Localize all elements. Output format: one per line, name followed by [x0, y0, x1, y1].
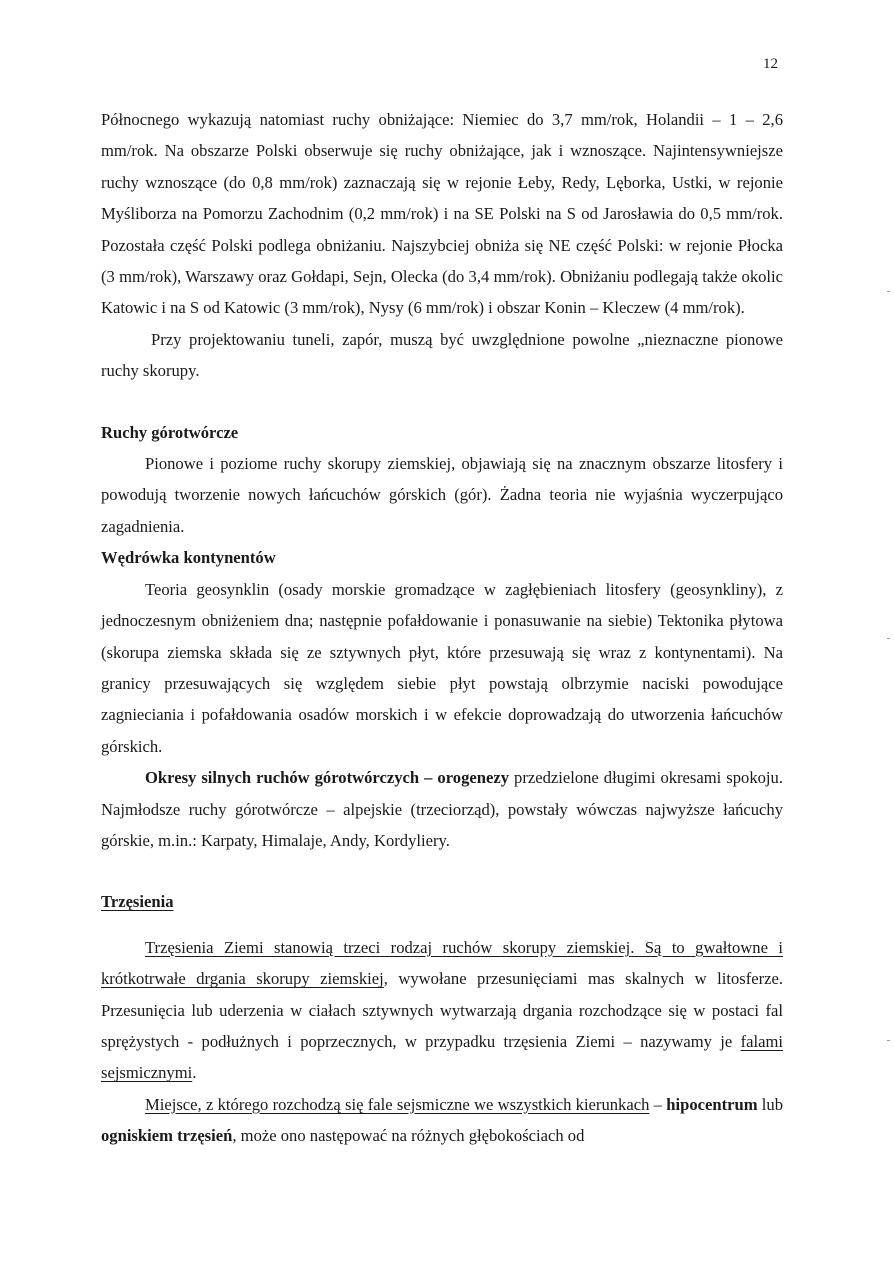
- scan-mark: [887, 1040, 890, 1041]
- paragraph-tunnel-design: Przy projektowaniu tuneli, zapór, muszą być uwzględnione powolne „nieznaczne pionowe ruchy skorupy.: [101, 329, 783, 381]
- heading-orogenic-movements: Ruchy górotwórcze: [101, 422, 239, 442]
- hypocentre-term: hipocentrum: [666, 1094, 758, 1114]
- paragraph-geosyncline-theory: Teoria geosynklin (osady morskie gromadzące w zagłębieniach litosfery (geosynkliny), z jednoczesnym obniżeniem dna; następnie pofałdowanie i ponasuwanie na siebie) Tektonika płytowa (skorupa ziemska składa się ze sztywnych płyt, które przesuwają się wraz z kontynentami). Na granicy przesuwających się względem siebie płyt powstają olbrzymie naciski powodujące zagnieciania i pofałdowania osadów morskich i w efekcie doprowadzają do utworzenia łańcuchów górskich.: [101, 579, 783, 756]
- hypocentre-description: , może ono następować na różnych głębokościach od: [232, 1126, 585, 1146]
- sentence-end: .: [192, 1063, 197, 1083]
- heading-earthquakes: Trzęsienia: [101, 892, 174, 912]
- heading-continental-drift: Wędrówka kontynentów: [101, 548, 276, 568]
- scan-mark: [887, 291, 890, 292]
- earthquake-definition-rest: , wywołane przesunięciami mas skalnych w litosferze. Przesunięcia lub uderzenia w ciałach sztywnych wytwarzają drgania rozchodzące się w postaci fal sprężystych - podłużnych i poprzecznych, w przypadku trzęsienia Ziemi – nazywamy je: [101, 969, 783, 1051]
- orogeny-term: Okresy silnych ruchów górotwórczych – orogenezy: [145, 768, 509, 788]
- paragraph-orogeny-periods: [101, 762, 783, 856]
- dash-separator: –: [649, 1094, 667, 1114]
- paragraph-orogenic-movements: Pionowe i poziome ruchy skorupy ziemskiej, objawiają się na znacznym obszarze litosfery i powodują tworzenie nowych łańcuchów górskich (gór). Żadna teoria nie wyjaśnia wyczerpująco zagadnienia.: [101, 454, 783, 536]
- page-number: 12: [763, 56, 778, 72]
- scan-mark: [887, 638, 890, 639]
- focus-term: ogniskiem trzęsień: [101, 1126, 233, 1146]
- seismic-waves-term: falami sejsmicznymi: [101, 1031, 783, 1083]
- orogeny-description: przedzielone długimi okresami spokoju. Najmłodsze ruchy górotwórcze – alpejskie (trzeciorząd), powstały wówczas najwyższe łańcuchy górskie, m.in.: Karpaty, Himalaje, Andy, Kordyliery.: [101, 768, 783, 850]
- paragraph-lowering-movements: Północnego wykazują natomiast ruchy obniżające: Niemiec do 3,7 mm/rok, Holandii – 1 – 2,6 mm/rok. Na obszarze Polski obserwuje się ruchy obniżające, jak i wznoszące. Najintensywniejsze ruchy wznoszące (do 0,8 mm/rok) zaznaczają się w rejonie Łeby, Redy, Lęborka, Ustki, w rejonie Myśliborza na Pomorzu Zachodnim (0,2 mm/rok) i na SE Polski na S od Jarosławia do 0,5 mm/rok. Pozostała część Polski podlega obniżaniu. Najszybciej obniża się NE część Polski: w rejonie Płocka (3 mm/rok), Warszawy oraz Gołdapi, Sejn, Olecka (do 3,4 mm/rok). Obniżaniu podlegają także okolic Katowic i na S od Katowic (3 mm/rok), Nysy (6 mm/rok) i obszar Konin – Kleczew (4 mm/rok).: [101, 110, 783, 318]
- paragraph-hypocentre: [101, 1089, 783, 1152]
- paragraph-earthquakes-definition: [101, 932, 783, 1089]
- hypocentre-definition-underlined: Miejsce, z którego rozchodzą się fale sejsmiczne we wszystkich kierunkach: [145, 1094, 650, 1114]
- document-body: [101, 104, 783, 1152]
- or-connector: lub: [757, 1094, 784, 1114]
- earthquake-definition-underlined: Trzęsienia Ziemi stanowią trzeci rodzaj ruchów skorupy ziemskiej. Są to gwałtowne i krótkotrwałe drgania skorupy ziemskiej: [101, 937, 783, 989]
